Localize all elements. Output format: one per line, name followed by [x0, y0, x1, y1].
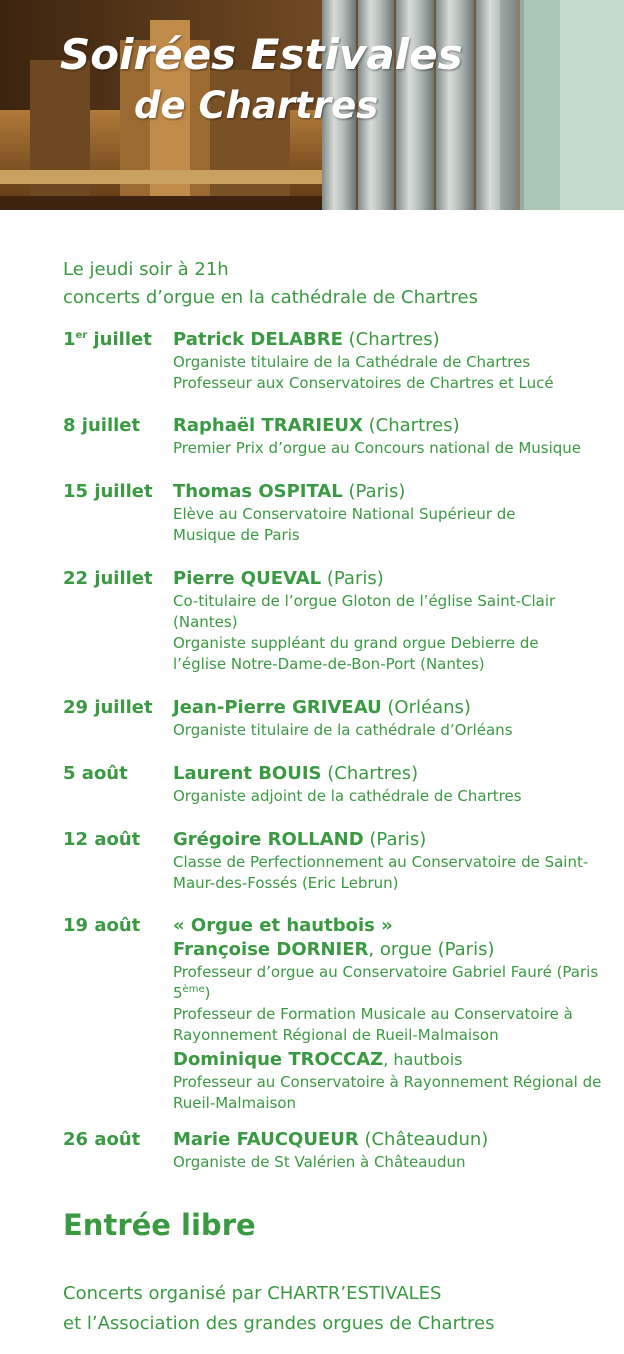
performer-role: , orgue (Paris) [368, 939, 495, 960]
performer-name: Dominique TROCCAZ [173, 1049, 384, 1070]
event-body [173, 914, 618, 1114]
event-description: Elève au Conservatoire National Supérieur de Musique de Paris [173, 505, 516, 544]
event-body [173, 696, 618, 741]
event-date: 5 août [63, 763, 128, 784]
performer-city: (Paris) [342, 481, 406, 502]
performer-name: Laurent BOUIS [173, 763, 322, 784]
performer-city: (Chartres) [362, 415, 460, 436]
event-body [173, 828, 618, 894]
event-description: Organiste titulaire de la cathédrale d’Orléans [173, 721, 513, 739]
header-banner [0, 0, 624, 210]
event-description: Professeur de Formation Musicale au Conservatoire à Rayonnement Régional de Rueil-Malmaison [173, 1005, 573, 1044]
performer-city: (Paris) [321, 568, 384, 589]
event-description: Co-titulaire de l’orgue Gloton de l’église Saint-Clair (Nantes) [173, 592, 556, 631]
event-subtitle: « Orgue et hautbois » [173, 915, 393, 936]
event-description: Professeur aux Conservatoires de Chartres et Lucé [173, 374, 554, 392]
title-line-2: de Chartres [134, 84, 379, 127]
performer-city: (Châteaudun) [358, 1129, 489, 1150]
performer-name: Patrick DELABRE [173, 329, 343, 350]
event-description: Organiste adjoint de la cathédrale de Chartres [173, 787, 522, 805]
event-date: 19 août [63, 915, 141, 936]
event-date: 12 août [63, 829, 141, 850]
event-date: 15 juillet [63, 481, 153, 502]
performer-role: , hautbois [383, 1050, 463, 1069]
event-body [173, 567, 618, 675]
performer-name: Grégoire ROLLAND [173, 829, 364, 850]
performer-name: Marie FAUCQUEUR [173, 1129, 359, 1150]
intro-text [63, 256, 478, 312]
event-date: 22 juillet [63, 568, 153, 589]
free-entry-heading: Entrée libre [63, 1208, 256, 1242]
event-date: 8 juillet [63, 415, 141, 436]
event-body [173, 762, 618, 807]
event-description: Classe de Perfectionnement au Conservatoire de Saint-Maur-des-Fossés (Eric Lebrun) [173, 853, 589, 892]
event-description: Professeur d’orgue au Conservatoire Gabriel Fauré (Paris 5ème) [173, 963, 599, 1002]
performer-name: Françoise DORNIER [173, 939, 369, 960]
performer-name: Jean-Pierre GRIVEAU [173, 697, 382, 718]
intro-line-1: Le jeudi soir à 21h [63, 259, 229, 280]
performer-name: Pierre QUEVAL [173, 568, 322, 589]
title-line-1: Soirées Estivales [60, 30, 463, 79]
event-date: 26 août [63, 1129, 141, 1150]
footer-line-2: et l’Association des grandes orgues de Chartres [63, 1313, 495, 1334]
footer-line-1: Concerts organisé par CHARTR’ESTIVALES [63, 1283, 442, 1304]
event-body [173, 1128, 618, 1173]
performer-name: Raphaël TRARIEUX [173, 415, 363, 436]
event-description: Organiste titulaire de la Cathédrale de Chartres [173, 353, 531, 371]
organizer-footer [63, 1279, 495, 1339]
intro-line-2: concerts d’orgue en la cathédrale de Chartres [63, 287, 478, 308]
performer-city: (Chartres) [321, 763, 419, 784]
event-body [173, 480, 618, 546]
event-description: Organiste de St Valérien à Châteaudun [173, 1153, 466, 1171]
event-description: Professeur au Conservatoire à Rayonnement Régional de Rueil-Malmaison [173, 1073, 602, 1112]
performer-city: (Chartres) [342, 329, 440, 350]
event-date: 1er juillet [63, 329, 152, 350]
event-description: Premier Prix d’orgue au Concours national de Musique [173, 439, 582, 457]
performer-name: Thomas OSPITAL [173, 481, 343, 502]
performer-city: (Orléans) [381, 697, 471, 718]
event-description: Organiste suppléant du grand orgue Debierre de l’église Notre-Dame-de-Bon-Port (Nantes) [173, 634, 539, 673]
event-body [173, 328, 618, 394]
event-body [173, 414, 618, 459]
event-date: 29 juillet [63, 697, 153, 718]
performer-city: (Paris) [363, 829, 427, 850]
